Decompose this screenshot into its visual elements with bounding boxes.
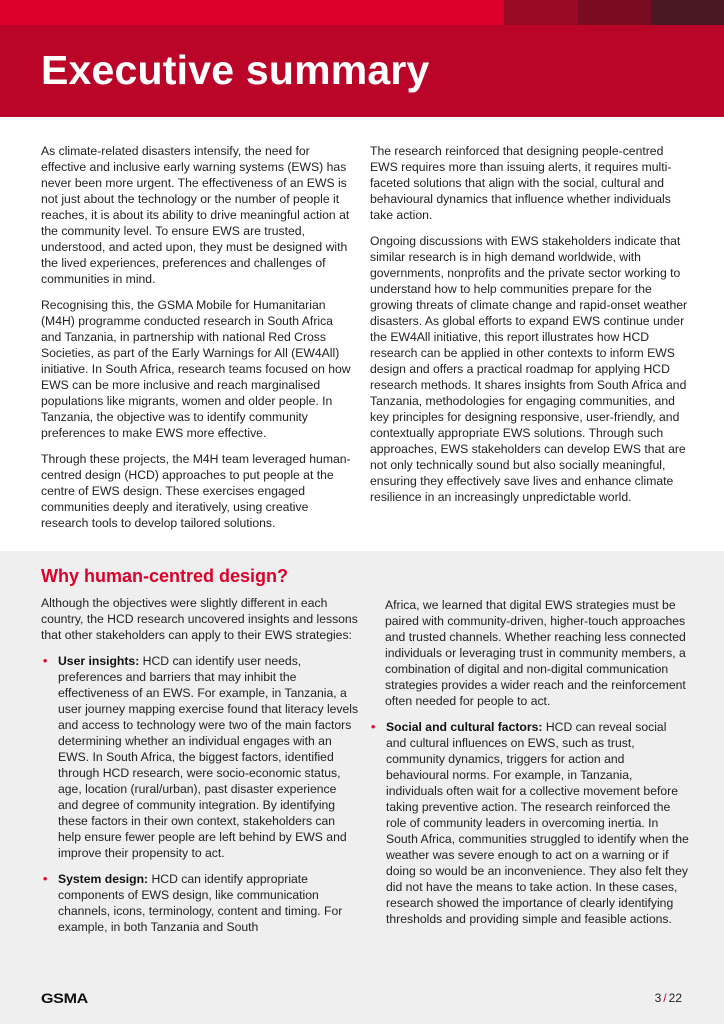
bullet-label: System design:	[58, 872, 149, 886]
page-total: 22	[668, 991, 682, 1005]
stripe-block-2	[578, 0, 651, 25]
intro-paragraph: Recognising this, the GSMA Mobile for Humanitarian (M4H) programme conducted research in South Africa and Tanzania, in partnership with national Red Cross Societies, as part of the Early Warnings for All (EW4All) initiative. In South Africa, research teams focused on how EWS can be more inclusive and reach marginalised populations like migrants, women and older people. In Tanzania, the objective was to identify community preferences to make EWS more effective.	[41, 298, 351, 440]
page-title: Executive summary	[41, 47, 430, 93]
bullet-item-user-insights	[41, 653, 359, 861]
bullet-icon: •	[43, 654, 48, 668]
why-intro: Although the objectives were slightly different in each country, the HCD research uncovered insights and lessons that other stakeholders can apply to their EWS strategies:	[41, 596, 358, 642]
intro-paragraph: The research reinforced that designing people-centred EWS requires more than issuing alerts, it requires multi-faceted solutions that align with the social, cultural and behavioural dynamics that influence whether individuals take action.	[370, 144, 672, 222]
bullet-label: Social and cultural factors:	[386, 720, 543, 734]
gsma-logo: GSMA	[41, 990, 88, 1006]
top-color-stripe	[0, 0, 724, 25]
bullet-icon: •	[43, 872, 48, 886]
intro-left-column	[41, 143, 351, 541]
intro-paragraph: Through these projects, the M4H team leveraged human-centred design (HCD) approaches to put people at the centre of EWS design. These exercises engaged communities deeply and iteratively, using creative research tools to develop tailored solutions.	[41, 452, 351, 530]
bullet-list	[41, 653, 359, 935]
stripe-main	[0, 0, 504, 25]
intro-right-column	[370, 143, 688, 515]
bullet-icon: •	[371, 720, 376, 734]
bullet-text: HCD can identify appropriate components of EWS design, like communication channels, icons, terminology, content and timing. For example, in both Tanzania and South	[58, 872, 343, 934]
bullet-item-social-cultural	[369, 719, 689, 927]
section-title: Why human-centred design?	[41, 566, 289, 586]
page-separator: /	[663, 991, 667, 1005]
why-right-column	[369, 597, 689, 937]
bullet-continuation: Africa, we learned that digital EWS strategies must be paired with community-driven, higher-touch approaches and trusted channels. Whether reaching less connected individuals or leveraging trust in community members, a combination of digital and non-digital communication strategies provides a wider reach and the reinforcement often needed for people to act.	[385, 598, 686, 708]
bullet-list	[369, 719, 689, 927]
stripe-block-3	[651, 0, 724, 25]
bullet-item-system-design	[41, 871, 359, 935]
why-left-column	[41, 595, 359, 945]
page-current: 3	[654, 991, 662, 1005]
bullet-text: HCD can reveal social and cultural influences on EWS, such as trust, community dynamics, triggers for action and behavioural norms. For example, in Tanzania, individuals often wait for a collective movement before taking preventive action. The research reinforced the role of community leaders in overcoming inertia. In South Africa, communities struggled to identify when the weather was severe enough to act on a warning or if doing so would be an inconvenience. They also felt they did not have the means to take action. In these cases, research showed the importance of clearly identifying thresholds and providing simple and feasible actions.	[386, 720, 689, 926]
page-number	[655, 991, 682, 1005]
stripe-block-1	[504, 0, 578, 25]
intro-paragraph: As climate-related disasters intensify, the need for effective and inclusive early warning systems (EWS) has never been more urgent. The effectiveness of an EWS is not just about the technology or the number of people it reaches, it is about its ability to drive meaningful action at the community level. To ensure EWS are trusted, understood, and acted upon, they must be designed with the lived experiences, preferences and challenges of communities in mind.	[41, 144, 350, 286]
intro-paragraph: Ongoing discussions with EWS stakeholders indicate that similar research is in high demand worldwide, with governments, nonprofits and the private sector working to understand how to help communities prepare for the growing threats of climate change and rapid-onset weather disasters. As global efforts to expand EWS continue under the EW4All initiative, this report illustrates how HCD research can be applied in other contexts to inform EWS design and offers a practical roadmap for applying HCD research methods. It shares insights from South Africa and Tanzania, methodologies for engaging communities, and key principles for designing responsive, user-friendly, and contextually appropriate EWS solutions. Through such approaches, EWS stakeholders can develop EWS that are not only technically sound but also socially meaningful, ensuring they effectively save lives and enhance climate resilience in an increasingly unpredictable world.	[370, 234, 688, 504]
bullet-label: User insights:	[58, 654, 140, 668]
bullet-text: HCD can identify user needs, preferences and barriers that may inhibit the effectiveness of an EWS. For example, in Tanzania, a user journey mapping exercise found that literacy levels and access to technology were two of the main factors determining whether an individual engages with an EWS. In South Africa, the biggest factors, identified through HCD research, were socio-economic status, age, location (rural/urban), past disaster experience and degree of community integration. By identifying these factors in their own context, stakeholders can help ensure fewer people are left behind by EWS and improve their propensity to act.	[58, 654, 359, 860]
page-header	[0, 25, 724, 117]
